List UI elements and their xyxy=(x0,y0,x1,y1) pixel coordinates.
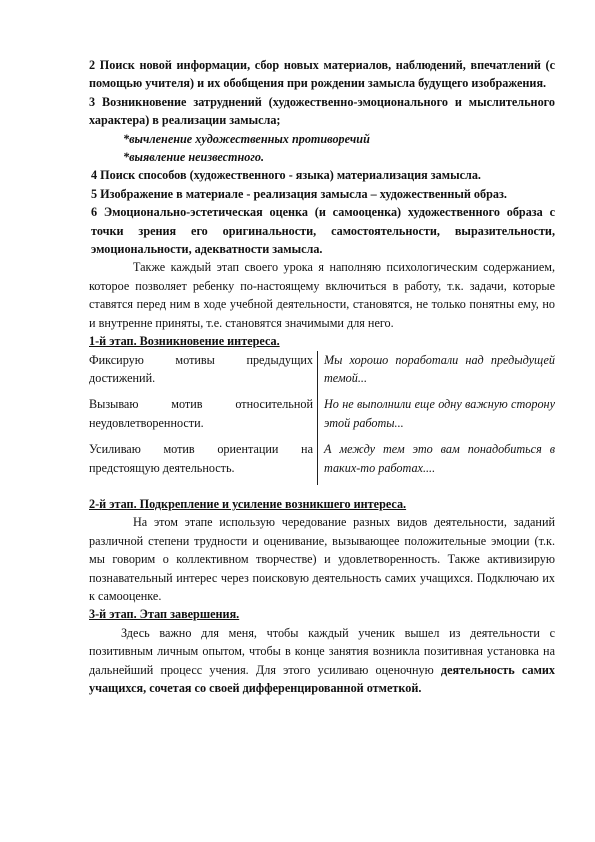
stage1-heading: 1-й этап. Возникновение интереса. xyxy=(89,334,280,349)
list-subitem-2: *выявление неизвестного. xyxy=(123,150,265,165)
list-subitem-1: *вычленение художественных противоречий xyxy=(123,131,370,146)
table-cell-right: Но не выполнили еще одну важную сторону этой работы... xyxy=(324,397,555,430)
table-row xyxy=(89,395,555,440)
list-item-3: 3 Возникновение затруднений (художественно-эмоционального и мыслительного характера) в реализации замысла; xyxy=(89,94,555,128)
table-row xyxy=(89,440,555,485)
table-cell-left: Фиксирую мотивы предыдущих достижений. xyxy=(89,351,318,396)
stage3-bold-text: деятельность самих учащихся, сочетая со своей дифференцированной отметкой. xyxy=(89,662,555,695)
table-cell-left: Вызываю мотив относительной неудовлетворенности. xyxy=(89,395,318,440)
table-row xyxy=(89,351,555,396)
stage2-heading: 2-й этап. Подкрепление и усиление возникшего интереса. xyxy=(89,496,407,511)
stage2-paragraph: На этом этапе использую чередование разных видов деятельности, заданий различной степени трудности и оценивание, вызывающее положительные эмоции (т.к. мы говорим о коллективном творчестве) и удовлетворенность. Также активизирую познавательный интерес через поисковую деятельность самих учащихся. Подключаю их к самооценке. xyxy=(89,515,555,603)
stage1-table xyxy=(89,351,555,485)
table-cell-right: А между тем это вам понадобиться в таких-то работах.... xyxy=(324,442,555,475)
list-item-4: 4 Поиск способов (художественного - языка) материализация замысла. xyxy=(91,168,481,183)
list-item-5: 5 Изображение в материале - реализация замысла – художественный образ. xyxy=(91,186,507,201)
stage3-paragraph xyxy=(89,624,555,698)
table-cell-right: Мы хорошо поработали над предыдущей темой... xyxy=(324,352,555,385)
list-item-2: 2 Поиск новой информации, сбор новых материалов, наблюдений, впечатлений (с помощью учителя) и их обобщения при рождении замысла будущего изображения. xyxy=(89,58,555,91)
stage3-text: Здесь важно для меня, чтобы каждый ученик вышел из деятельности с позитивным личным опытом, чтобы в конце занятия возникла позитивная установка на дальнейший процесс учения. Для этого усиливаю оценочную xyxy=(89,625,555,677)
intro-paragraph: Также каждый этап своего урока я наполняю психологическим содержанием, которое позволяет ребенку по-настоящему включиться в работу, т.к. задачи, которые ставятся перед ним в ходе учебной деятельности, становятся, не только понятны ему, но и внутренне приняты, т.е. становятся значимыми для него. xyxy=(89,260,555,330)
table-cell-left: Усиливаю мотив ориентации на предстоящую деятельность. xyxy=(89,440,318,485)
document-page xyxy=(89,56,555,697)
stage3-heading: 3-й этап. Этап завершения. xyxy=(89,607,240,622)
list-item-6: 6 Эмоционально-эстетическая оценка (и самооценка) художественного образа с точки зрения его оригинальности, самостоятельности, выразительности, эмоциональности, адекватности замысла. xyxy=(91,205,555,257)
